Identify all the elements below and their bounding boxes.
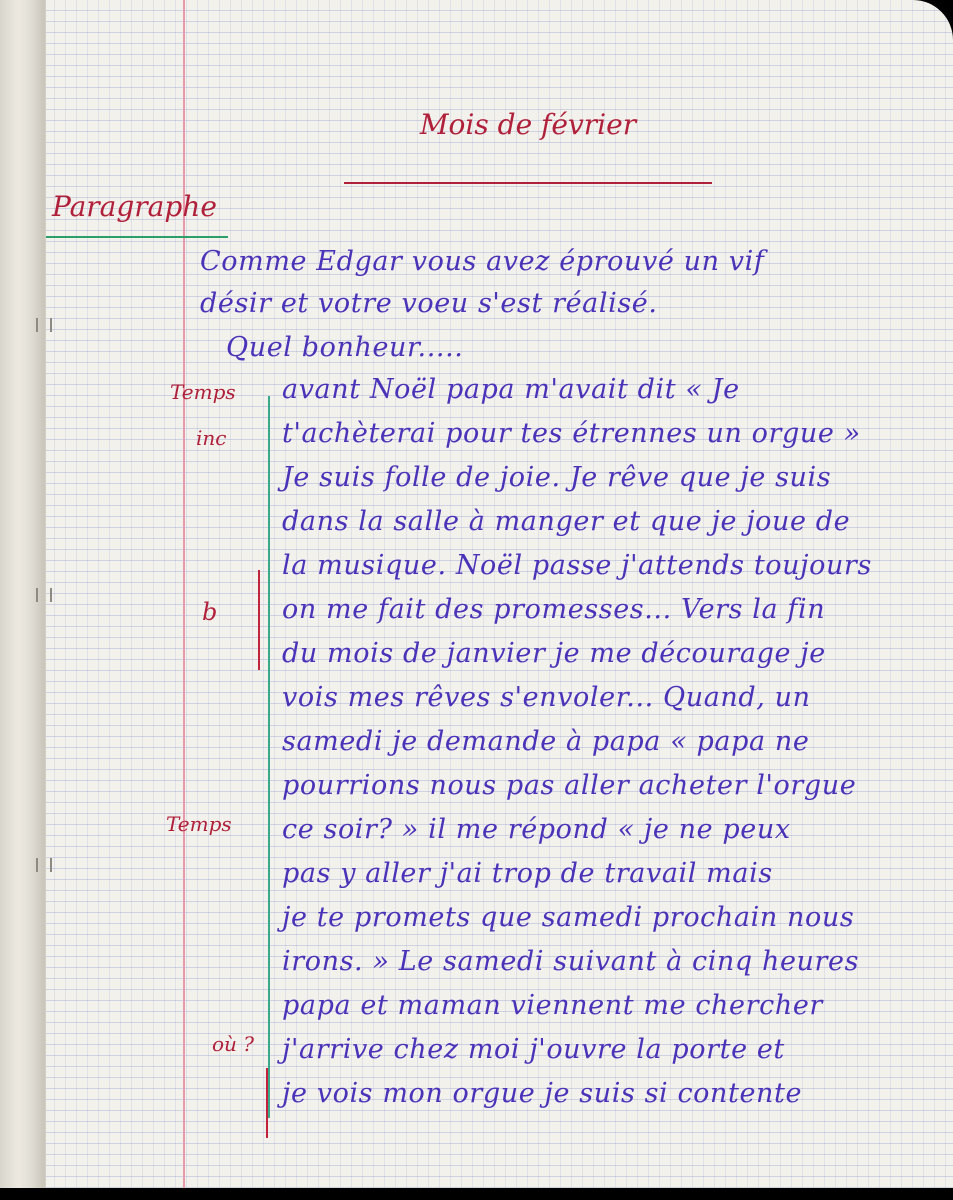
margin-note: inc	[196, 426, 227, 450]
text-line: la musique. Noël passe j'attends toujours	[282, 550, 872, 581]
text-line: vois mes rêves s'envoler... Quand, un	[282, 682, 811, 713]
text-line: ce soir? » il me répond « je ne peux	[282, 814, 791, 845]
text-line: Comme Edgar vous avez éprouvé un vif	[200, 246, 765, 277]
text-line: pas y aller j'ai trop de travail mais	[282, 858, 773, 889]
text-line: Je suis folle de joie. Je rêve que je suis	[282, 462, 832, 493]
margin-note: Temps	[166, 812, 232, 836]
margin-note: b	[202, 598, 218, 626]
text-line: je te promets que samedi prochain nous	[282, 902, 855, 933]
correction-mark	[266, 1068, 268, 1138]
margin-line	[183, 0, 185, 1188]
text-line: samedi je demande à papa « papa ne	[282, 726, 810, 757]
text-line: désir et votre voeu s'est réalisé.	[200, 288, 658, 319]
text-line: t'achèterai pour tes étrennes un orgue »	[282, 418, 861, 449]
text-line: avant Noël papa m'avait dit « Je	[282, 374, 740, 405]
text-line: je vois mon orgue je suis si contente	[282, 1078, 803, 1109]
text-line: du mois de janvier je me décourage je	[282, 638, 826, 669]
text-line: Quel bonheur.....	[226, 332, 464, 363]
margin-note: Temps	[170, 380, 236, 404]
staple	[36, 588, 52, 602]
text-line: papa et maman viennent me chercher	[282, 990, 823, 1021]
staple	[36, 858, 52, 872]
section-heading: Paragraphe	[52, 190, 217, 223]
section-underline	[46, 236, 228, 238]
text-line: j'arrive chez moi j'ouvre la porte et	[282, 1034, 785, 1065]
text-line: pourrions nous pas aller acheter l'orgue	[282, 770, 857, 801]
staple	[36, 318, 52, 332]
text-line: irons. » Le samedi suivant à cinq heures	[282, 946, 860, 977]
text-line: dans la salle à manger et que je joue de	[282, 506, 851, 537]
title-underline	[344, 182, 712, 184]
page-title: Mois de février	[419, 108, 637, 141]
correction-mark	[258, 570, 260, 670]
paragraph-bracket	[268, 396, 270, 1118]
text-line: on me fait des promesses... Vers la fin	[282, 594, 826, 625]
margin-note: où ?	[212, 1032, 255, 1056]
